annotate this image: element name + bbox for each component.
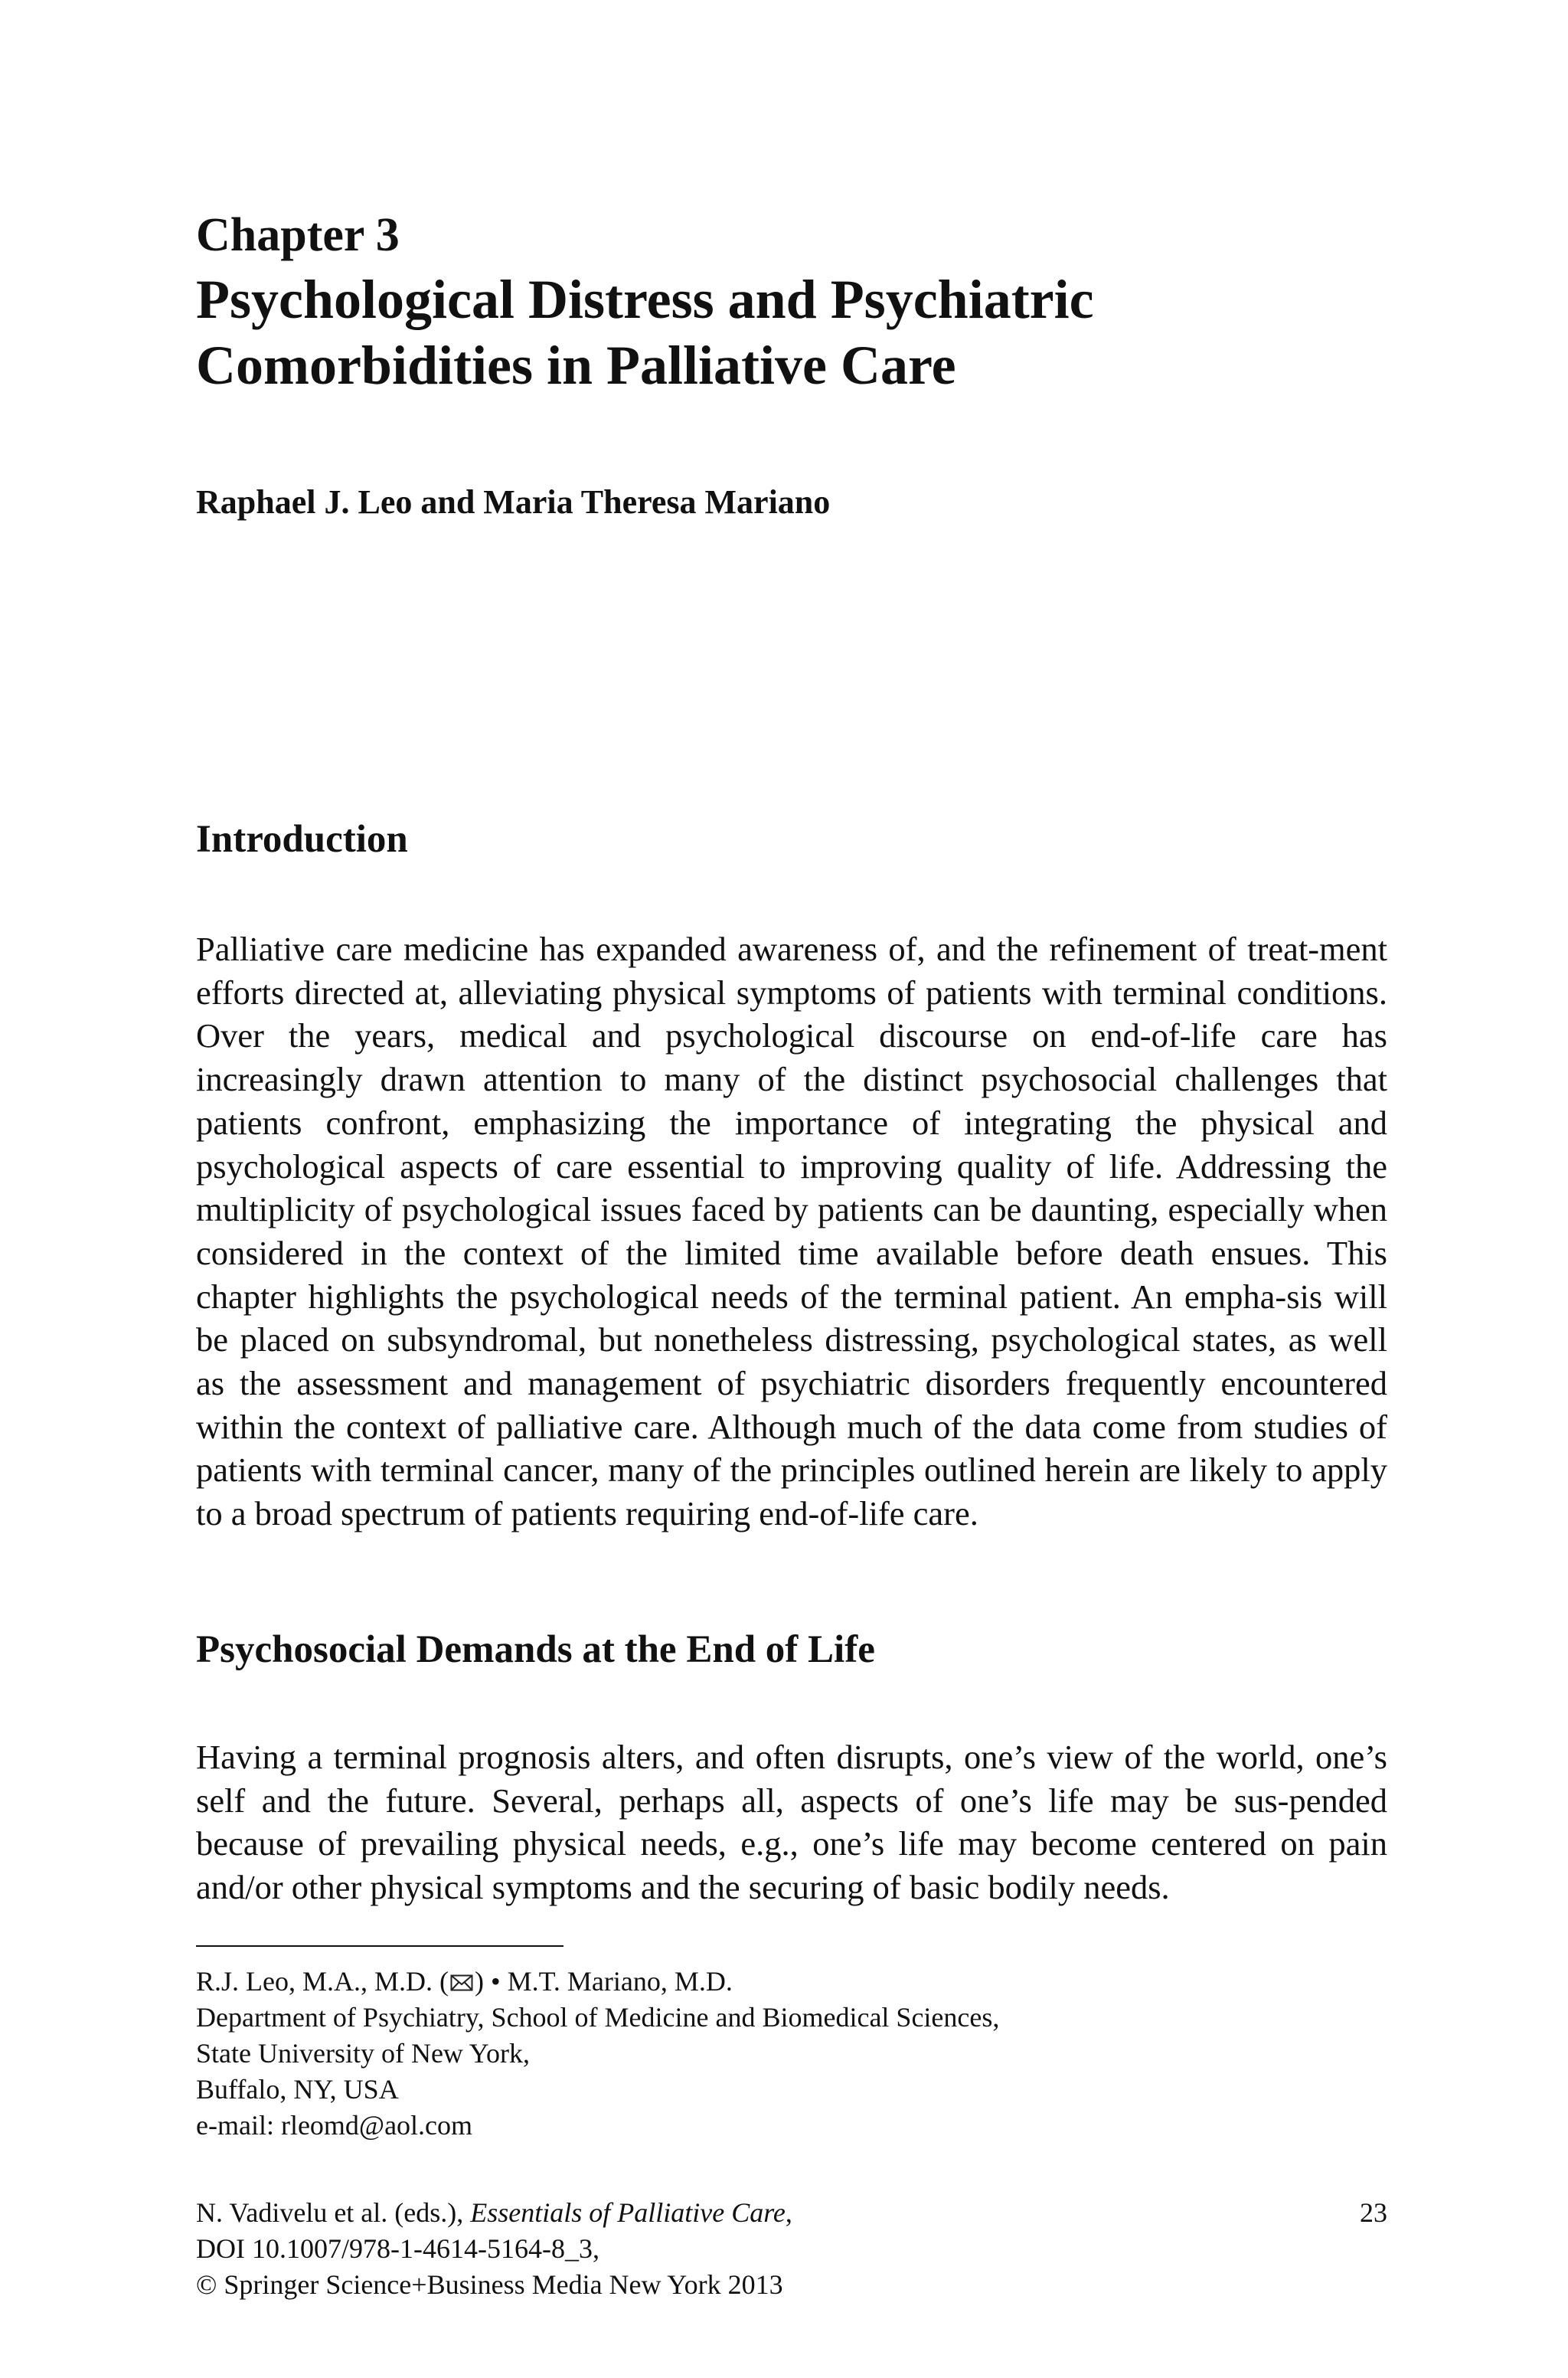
citation (196, 2195, 792, 2303)
footnote-author-2: ) • M.T. Mariano, M.D. (475, 1966, 733, 1997)
footnote-authors-line (196, 1964, 999, 2000)
citation-copyright: © Springer Science+Business Media New York 2013 (196, 2269, 783, 2300)
chapter-title (196, 267, 1094, 398)
footnote-department: Department of Psychiatry, School of Medicine and Biomedical Sciences, (196, 2002, 1000, 2033)
page-number: 23 (1360, 2197, 1387, 2228)
introduction-paragraph: Palliative care medicine has expanded awareness of, and the refinement of treat-ment efforts directed at, alleviating physical symptoms of patients with terminal conditions. Over the years, medical and psychological discourse on end-of-life care has increasingly drawn attention to many of the distinct psychosocial challenges that patients confront, emphasizing the importance of integrating the physical and psychological aspects of care essential to improving quality of life. Addressing the multiplicity of psychological issues faced by patients can be daunting, especially when considered in the context of the limited time available before death ensues. This chapter highlights the psychological needs of the terminal patient. An empha-sis will be placed on subsyndromal, but nonetheless distressing, psychological states, as well as the assessment and management of psychiatric disorders frequently encountered within the context of palliative care. Although much of the data come from studies of patients with terminal cancer, many of the principles outlined herein are likely to apply to a broad spectrum of patients requiring end-of-life care. (196, 930, 1387, 1533)
citation-book-suffix: , (785, 2197, 792, 2228)
chapter-number: Chapter 3 (196, 209, 400, 261)
citation-book-line (196, 2195, 792, 2231)
citation-doi: DOI 10.1007/978-1-4614-5164-8_3, (196, 2233, 599, 2264)
section-heading-psychosocial-demands: Psychosocial Demands at the End of Life (196, 1628, 875, 1671)
footnote-university: State University of New York, (196, 2038, 530, 2069)
footnote (196, 1964, 999, 2144)
chapter-authors: Raphael J. Leo and Maria Theresa Mariano (196, 483, 831, 521)
section-heading-introduction: Introduction (196, 818, 408, 861)
citation-editors: N. Vadivelu et al. (eds.), (196, 2197, 471, 2228)
footnote-email: e-mail: rleomd@aol.com (196, 2110, 473, 2141)
psychosocial-demands-paragraph: Having a terminal prognosis alters, and often disrupts, one’s view of the world, one’s self and the future. Several, perhaps all, aspects of one’s life may be sus-pended because of prevailing physical needs, e.g., one’s life may become centered on pain and/or other physical symptoms and the securing of basic bodily needs. (196, 1738, 1387, 1907)
envelope-icon (450, 1974, 473, 1992)
citation-book-title: Essentials of Palliative Care (470, 2197, 786, 2228)
footnote-author-1: R.J. Leo, M.A., M.D. ( (196, 1966, 449, 1997)
footnote-location: Buffalo, NY, USA (196, 2074, 399, 2105)
footnote-rule (196, 1945, 564, 1947)
chapter-title-line: Psychological Distress and Psychiatric (196, 269, 1094, 330)
chapter-title-line: Comorbidities in Palliative Care (196, 335, 956, 396)
